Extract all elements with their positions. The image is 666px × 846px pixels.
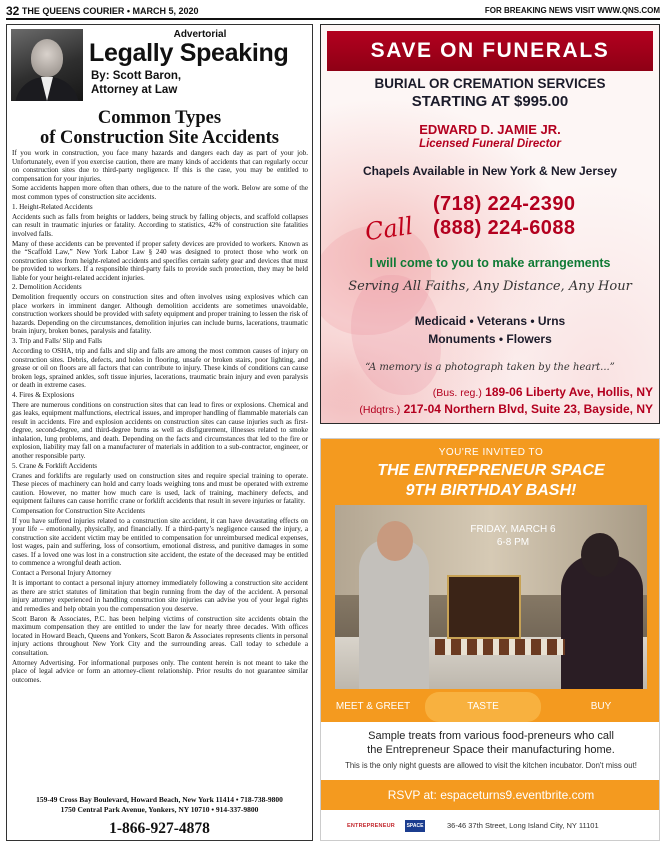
offerings-line-2: Monuments • Flowers: [428, 332, 552, 346]
website-link[interactable]: FOR BREAKING NEWS VISIT WWW.QNS.COM: [484, 6, 660, 15]
section-heading: 3. Trip and Falls/ Slip and Falls: [12, 337, 102, 346]
paragraph: Scott Baron & Associates, P.C. has been helping victims of construction site accidents obtain the maximum compensation they are entitled to under the law for nearly three decades. With offices located in Howard Beach, Queens and Yonkers, Scott Baron & Associates represents clients in personal injury actions throughout New York City and the surrounding areas. Call today to schedule a consultation.: [12, 614, 308, 657]
article-header: [7, 25, 312, 105]
rsvp-link[interactable]: espaceturns9.eventbrite.com: [440, 788, 595, 802]
funeral-phone-1[interactable]: (718) 224-2390: [433, 193, 576, 215]
column-title: Legally Speaking: [89, 39, 289, 67]
rsvp-label: RSVP at:: [387, 788, 437, 802]
event-address: 36-46 37th Street, Long Island City, NY 11101: [447, 821, 599, 830]
section-heading: 5. Crane & Forklift Accidents: [12, 461, 98, 470]
address-text: 189-06 Liberty Ave, Hollis, NY: [485, 385, 653, 399]
article-body: [12, 149, 308, 685]
office-addresses: [7, 795, 312, 815]
photo-man: [359, 539, 429, 689]
article-headline: Common Types of Construction Site Accidents: [40, 108, 279, 148]
paragraph: If you work in construction, you face many hazards and dangers each day as part of your job. Unfortunately, even if you exercise caution, there are many kinds of accidents that can regularly occur on construction sites due to third-party negligence. If this is the case, you may be entitled to compensation for your injuries.: [12, 149, 308, 183]
event-note: This is the only night guests are allowed to visit the kitchen incubator. Don't miss out!: [345, 761, 637, 770]
funeral-address-1: [433, 385, 653, 399]
tab-buy: BUY: [590, 701, 612, 712]
photo-treats: [435, 639, 565, 655]
entrepreneur-space-logo: [347, 820, 447, 834]
funeral-banner: SAVE ON FUNERALS: [327, 31, 653, 71]
masthead: [6, 4, 660, 18]
offerings-line-1: Medicaid • Veterans • Urns: [414, 314, 566, 328]
paragraph: According to OSHA, trip and falls and slip and falls are among the most common causes of injury on construction sites. Debris, defects, and holes in flooring, unsafe or broken stairs, poor lighting, and grease or oil on floors are all factors that can contribute to injury. These kinds of conditions can cause broken legs, sprained ankles, soft tissue injuries, lacerations, traumatic brain injury and even paralysis or death in extreme cases.: [12, 347, 308, 390]
section-heading: 4. Fires & Explosions: [12, 391, 75, 400]
office-address-howard-beach: 159-49 Cross Bay Boulevard, Howard Beach, New York 11414 • 718-738-9800: [36, 795, 283, 804]
funeral-phone-2[interactable]: (888) 224-6088: [433, 217, 576, 239]
address-label: (Bus. reg.): [432, 387, 482, 399]
funeral-address-2: [359, 402, 653, 416]
rsvp-bar: [321, 780, 660, 810]
logo-wordmark: ENTREPRENEUR: [347, 823, 395, 829]
funeral-price: STARTING AT $995.00: [411, 93, 569, 110]
funeral-ad: [320, 24, 660, 424]
address-label: (Hdqtrs.): [359, 404, 401, 416]
office-address-yonkers: 1750 Central Park Avenue, Yonkers, NY 10710 • 914-337-9800: [60, 805, 259, 814]
byline: By: Scott Baron, Attorney at Law: [91, 70, 182, 96]
paragraph: Some accidents happen more often than others, due to the nature of the work. Below are some of the most common types of construction site accidents.: [12, 184, 308, 201]
paragraph: If you have suffered injuries related to a construction site accident, it can have devastating effects on your life – emotionally, physically, and financially. If a third-party’s negligence caused the injury, a construction site accident victim may be entitled to compensation for unreimbursed medical expenses, lost wages, pain and suffering, loss of consortium, emotional distress, and punitive damages in some cases. If a loved one was lost in a construction site accident, the estate of the deceased may be entitled to commence a wrongful death action.: [12, 516, 308, 568]
event-photo: [335, 505, 647, 689]
paragraph: Cranes and forklifts are regularly used on construction sites and require special training to operate. These pieces of machinery can hold and carry loads weighing tons and must be operated with extreme caution. However, no matter how much care is used, lack of training, machinery defects, and equipment failures can cause horrific crane or forklift accidents that result in severe injuries or fatality.: [12, 471, 308, 506]
memory-quote: “A memory is a photograph taken by the heart...”: [365, 362, 615, 373]
invited-text: YOU'RE INVITED TO: [438, 447, 544, 458]
chapels-text: Chapels Available in New York & New Jersey: [362, 164, 618, 178]
serving-text: Serving All Faiths, Any Distance, Any Hour: [348, 279, 632, 294]
page-number: 32: [6, 4, 20, 18]
logo-badge: SPACE: [405, 820, 425, 832]
paper-name: THE QUEENS COURIER • MARCH 5, 2020: [21, 6, 199, 16]
photo-chocolate-box: [447, 575, 521, 639]
call-script: Call: [363, 211, 415, 247]
paragraph: Accidents such as falls from heights or ladders, being struck by falling objects, and scaffold collapses can result in traumatic injuries or fatality. According to statistics, 42% of construction site fatalities involved falls.: [12, 212, 308, 238]
masthead-rule: [6, 18, 660, 20]
entrepreneur-ad: [320, 438, 660, 841]
tab-meet-greet: MEET & GREET: [335, 701, 411, 712]
ent-orange-header: [321, 439, 660, 692]
event-tabs: [321, 692, 660, 722]
author-face-shape: [31, 39, 63, 77]
author-photo: [11, 29, 83, 101]
photo-man-head: [377, 521, 413, 561]
disclaimer: Attorney Advertising. For informational purposes only. The content herein is not meant to take the place of legal advice or form an attorney-client relationship. Prior results do not guarantee similar outcomes.: [12, 658, 308, 684]
director-title: Licensed Funeral Director: [419, 138, 561, 150]
photo-woman-head: [581, 533, 619, 577]
funeral-services: BURIAL OR CREMATION SERVICES: [374, 76, 606, 91]
advertorial-label: Advertorial: [173, 29, 227, 40]
masthead-left: [6, 4, 199, 18]
event-description: Sample treats from various food-preneurs who call the Entrepreneur Space their manufacturing home.: [367, 730, 615, 756]
toll-free-phone[interactable]: 1-866-927-4878: [109, 820, 210, 837]
paragraph: Many of these accidents can be prevented if proper safety devices are provided to workers. Known as the “Scaffold Law,” New York Labor Law § 240 was designed to protect those who work on construction sites from height-related accidents and specifies certain safety gear and devices that must be provided to workers. If a responsible third-party fails to provide such protection, they may be held liable for your height-related accident injuries.: [12, 239, 308, 282]
event-title: THE ENTREPRENEUR SPACE 9TH BIRTHDAY BASH!: [377, 462, 605, 499]
arrangements-text: I will come to you to make arrangements: [369, 256, 611, 270]
section-heading: 1. Height-Related Accidents: [12, 202, 93, 211]
paragraph: It is important to contact a personal injury attorney immediately following a construction site accident as there are strict statutes of limitation that begin running from the day of the accident. A personal injury attorney experienced in handling construction site injuries can advise you of your legal rights and remedies and help obtain you the compensation you deserve.: [12, 579, 308, 613]
tab-taste: TASTE: [425, 692, 541, 722]
section-heading: Compensation for Construction Site Accidents: [12, 507, 145, 516]
legal-article: [6, 24, 313, 841]
paragraph: There are numerous conditions on construction sites that can lead to fires or explosions. Chemical and gas leaks, equipment malfunctions, electrical issues, and improper handling of flammable materials can result in accidents. Fire and explosion accidents on construction sites can cause injuries such as first-degree, second-degree, and third-degree burns as well as disfigurement, illnesses related to smoke inhalation, lung problems, and death. Depending on the facts and circumstances that led to the fire or explosion, liability may fall on a manufacturer of materials in addition to a sub-contractor, engineer, or another responsible party.: [12, 400, 308, 460]
section-heading: 2. Demolition Accidents: [12, 283, 82, 292]
paragraph: Demolition frequently occurs on construction sites and often involves using explosives which can place workers in imminent danger. Although demolition accidents are sometimes unavoidable, construction workers should be provided with safety equipment and proper training to lessen the risk of hazards. Depending on the circumstances, demolition injuries can include burns, lacerations, traumatic brain injury, broken bones, paralysis and fatality.: [12, 293, 308, 336]
address-text: 217-04 Northern Blvd, Suite 23, Bayside, NY: [403, 402, 653, 416]
event-date: FRIDAY, MARCH 6 6-8 PM: [470, 524, 556, 548]
director-name: EDWARD D. JAMIE JR.: [419, 122, 561, 137]
section-heading: Contact a Personal Injury Attorney: [12, 569, 112, 578]
